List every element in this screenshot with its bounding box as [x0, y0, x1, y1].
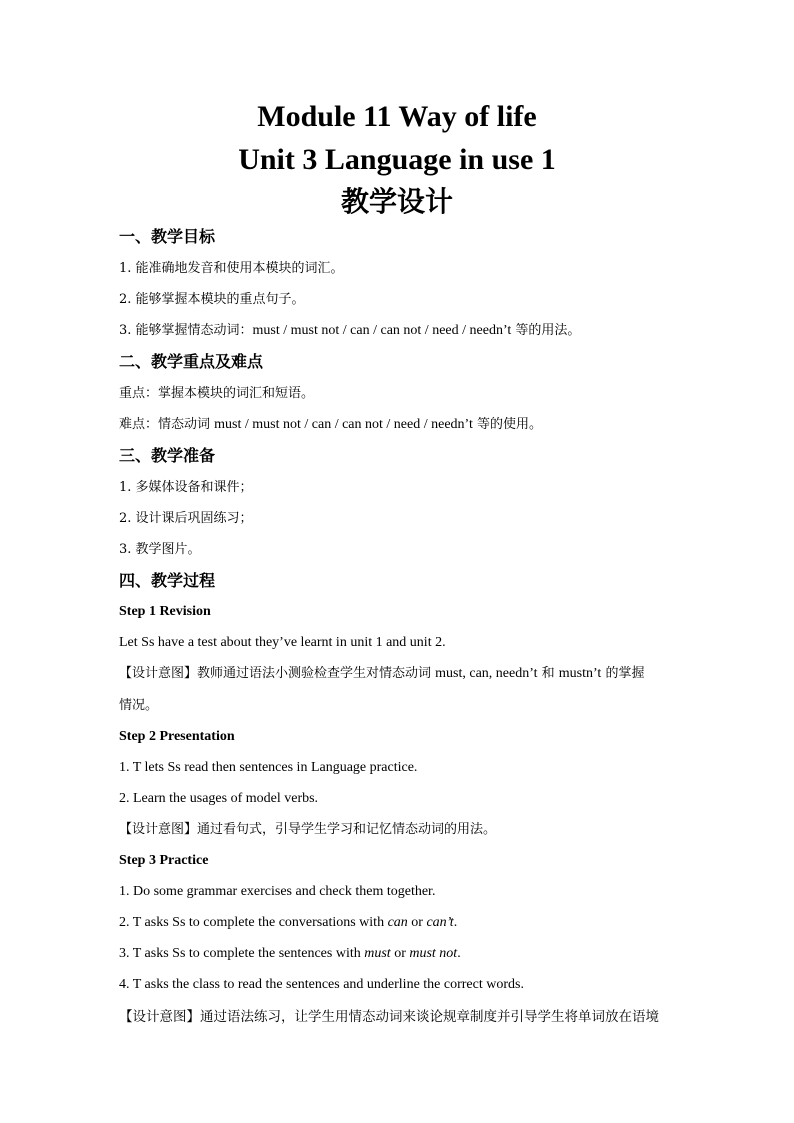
- step-3-item-3: [119, 945, 689, 963]
- step-3-item-2: [119, 914, 689, 932]
- step-2-title: Step 2 Presentation: [119, 729, 235, 744]
- difficult-point-tail: 等的使用。: [472, 417, 542, 432]
- section-heading-objectives: 一、教学目标: [119, 227, 216, 246]
- section-heading-preparation: 三、教学准备: [119, 446, 216, 465]
- step-3-item-3-end: .: [457, 946, 461, 961]
- step-3-item-3-text: 3. T asks Ss to complete the sentences with: [119, 946, 365, 961]
- module-title: Module 11 Way of life: [257, 100, 537, 133]
- step-2-item-2: 2. Learn the usages of model verbs.: [119, 791, 319, 806]
- step-3-item-2-cant: can’t: [426, 915, 454, 930]
- step-3-item-4: 4. T asks the class to read the sentences and underline the correct words.: [119, 977, 524, 992]
- objective-item-3-en: must / must not / can / can not / need / needn’t: [252, 323, 512, 338]
- step-1-intent-en-2: mustn’t: [558, 666, 602, 681]
- step-3-intent: 【设计意图】通过语法练习，让学生用情态动词来谈论规章制度并引导学生将单词放在语境: [119, 1009, 659, 1025]
- step-2-intent: 【设计意图】通过看句式，引导学生学习和记忆情态动词的用法。: [119, 822, 497, 837]
- preparation-item-3: 3. 教学图片。: [119, 542, 201, 557]
- step-1-intent-cn: 【设计意图】教师通过语法小测验检查学生对情态动词: [119, 666, 436, 681]
- step-3-item-2-end: .: [453, 915, 458, 930]
- step-3-item-3-or: or: [390, 946, 410, 961]
- step-1-intent-tail: 的掌握: [601, 666, 645, 681]
- objective-item-3-tail: 等的用法。: [511, 323, 581, 338]
- step-1-text: Let Ss have a test about they’ve learnt in unit 1 and unit 2.: [119, 635, 446, 650]
- objective-item-3: [119, 322, 689, 340]
- step-2-item-1: 1. T lets Ss read then sentences in Language practice.: [119, 760, 418, 775]
- objective-item-3-cn: 3. 能够掌握情态动词：: [119, 323, 253, 338]
- difficult-point-en: must / must not / can / can not / need / needn’t: [214, 417, 473, 432]
- preparation-item-1: 1. 多媒体设备和课件；: [119, 480, 253, 495]
- step-3-item-3-must-not: must not: [409, 946, 458, 961]
- preparation-item-2: 2. 设计课后巩固练习；: [119, 511, 253, 526]
- objective-item-2: 2. 能够掌握本模块的重点句子。: [119, 292, 305, 307]
- objective-item-1: 1. 能准确地发音和使用本模块的词汇。: [119, 261, 344, 276]
- step-3-item-2-text: 2. T asks Ss to complete the conversations with: [119, 915, 388, 930]
- step-3-item-3-must: must: [364, 946, 391, 961]
- step-1-title: Step 1 Revision: [119, 604, 211, 619]
- step-3-title: Step 3 Practice: [119, 853, 209, 868]
- step-3-item-2-can: can: [387, 915, 408, 930]
- difficult-point-cn: 难点：情态动词: [119, 417, 215, 432]
- step-1-intent-continued: 情况。: [119, 698, 159, 713]
- difficult-point: [119, 416, 689, 434]
- unit-title: Unit 3 Language in use 1: [238, 143, 556, 176]
- step-1-intent-en: must, can, needn’t: [435, 666, 538, 681]
- section-heading-process: 四、教学过程: [119, 571, 216, 590]
- step-1-intent: [119, 665, 689, 683]
- step-3-item-2-or: or: [407, 915, 427, 930]
- design-title: 教学设计: [340, 185, 453, 218]
- step-1-intent-and: 和: [537, 666, 559, 681]
- key-point: 重点：掌握本模块的词汇和短语。: [119, 386, 315, 401]
- section-heading-key-points: 二、教学重点及难点: [119, 352, 264, 371]
- step-3-item-1: 1. Do some grammar exercises and check them together.: [119, 884, 436, 899]
